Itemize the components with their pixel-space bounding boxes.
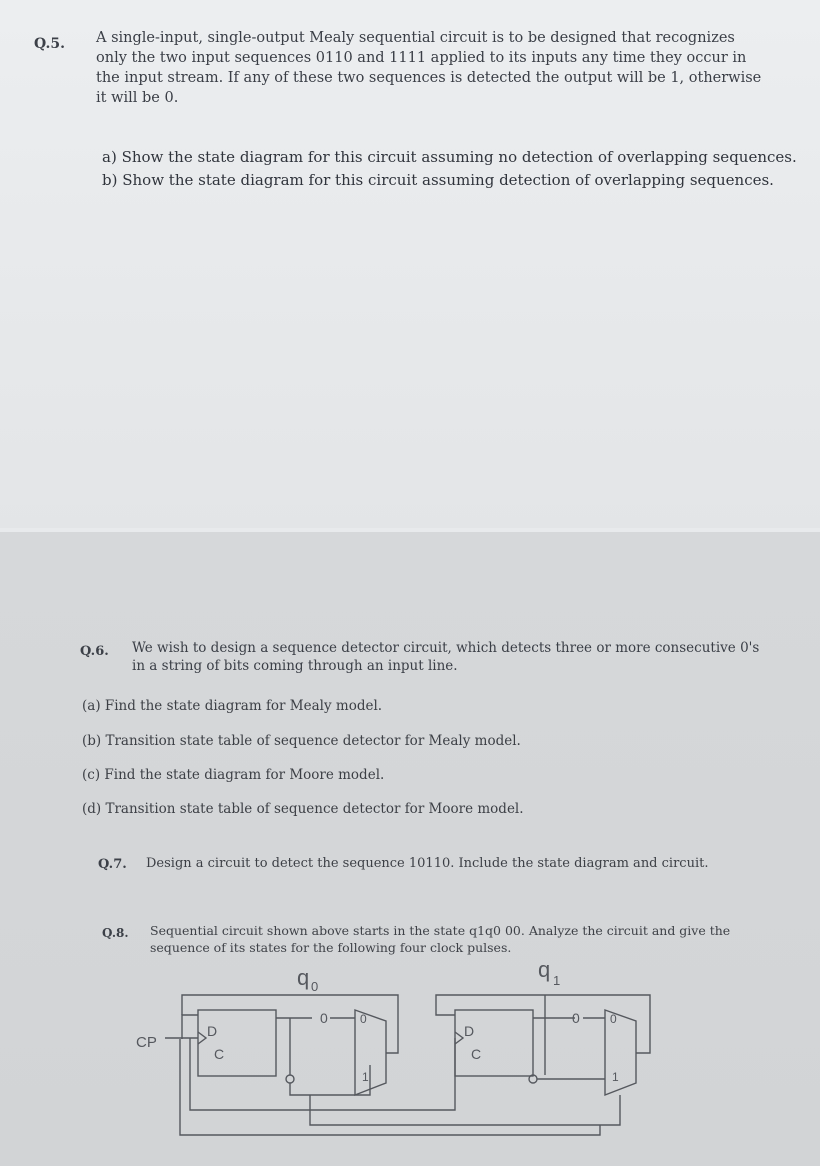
q8-circuit-diagram bbox=[0, 955, 820, 1166]
inverter-bubble bbox=[286, 1075, 294, 1083]
label-q0-sub: 0 bbox=[311, 979, 319, 994]
ff1-d-label: D bbox=[464, 1023, 475, 1039]
ff1-c-label: C bbox=[471, 1046, 482, 1062]
q5-line: the input stream. If any of these two sequences is detected the output will be 1, otherwise bbox=[96, 70, 762, 86]
q5-part-b: b) Show the state diagram for this circuit assuming detection of overlapping sequences. bbox=[102, 171, 774, 189]
q8-line: Sequential circuit shown above starts in the state q1q0 00. Analyze the circuit and give the bbox=[150, 923, 731, 938]
ff0-c-label: C bbox=[214, 1046, 225, 1062]
cp-label: CP bbox=[136, 1034, 157, 1051]
ff0-d-label: D bbox=[207, 1023, 218, 1039]
q8-text bbox=[150, 922, 790, 956]
q5-parts bbox=[102, 146, 812, 192]
q5-line: A single-input, single-output Mealy sequential circuit is to be designed that recognizes bbox=[96, 30, 735, 46]
q8-line: sequence of its states for the following four clock pulses. bbox=[150, 940, 512, 955]
q6-part-d: (d) Transition state table of sequence detector for Moore model. bbox=[82, 801, 524, 817]
const-zero-1: 0 bbox=[572, 1010, 580, 1026]
q7-text: Design a circuit to detect the sequence 10110. Include the state diagram and circuit. bbox=[146, 856, 709, 871]
clock-input bbox=[455, 1032, 463, 1044]
clock-input bbox=[198, 1032, 206, 1044]
q5-number: Q.5. bbox=[34, 36, 65, 52]
mux0-in1: 1 bbox=[362, 1070, 369, 1084]
wire bbox=[182, 1015, 198, 1039]
flip-flop-q1 bbox=[455, 1010, 533, 1076]
label-q1-sub: 1 bbox=[553, 973, 561, 988]
q5-text bbox=[96, 28, 808, 108]
q6-line: We wish to design a sequence detector circuit, which detects three or more consecutive 0's bbox=[132, 640, 760, 656]
q6-line: in a string of bits coming through an input line. bbox=[132, 658, 458, 674]
q6-number: Q.6. bbox=[80, 644, 109, 659]
q7-number: Q.7. bbox=[98, 857, 127, 872]
q6-part-c: (c) Find the state diagram for Moore model. bbox=[82, 767, 385, 783]
q5-line: it will be 0. bbox=[96, 90, 179, 106]
clock-wire bbox=[190, 1038, 455, 1110]
q6-part-b: (b) Transition state table of sequence detector for Mealy model. bbox=[82, 733, 521, 749]
label-q0: q bbox=[297, 965, 310, 990]
q8-number: Q.8. bbox=[102, 926, 129, 940]
mux1-in0: 0 bbox=[610, 1012, 617, 1026]
q6-part-a: (a) Find the state diagram for Mealy model. bbox=[82, 698, 383, 714]
label-q1: q bbox=[538, 957, 551, 982]
q6-text bbox=[132, 639, 802, 675]
q5-line: only the two input sequences 0110 and 1111 applied to its inputs any time they occur in bbox=[96, 50, 747, 66]
wire bbox=[290, 1065, 370, 1095]
mux0-in0: 0 bbox=[360, 1012, 367, 1026]
flip-flop-q0 bbox=[198, 1010, 276, 1076]
q5-part-a: a) Show the state diagram for this circuit assuming no detection of overlapping sequences. bbox=[102, 148, 797, 166]
mux1-in1: 1 bbox=[612, 1070, 619, 1084]
const-zero-0: 0 bbox=[320, 1010, 328, 1026]
